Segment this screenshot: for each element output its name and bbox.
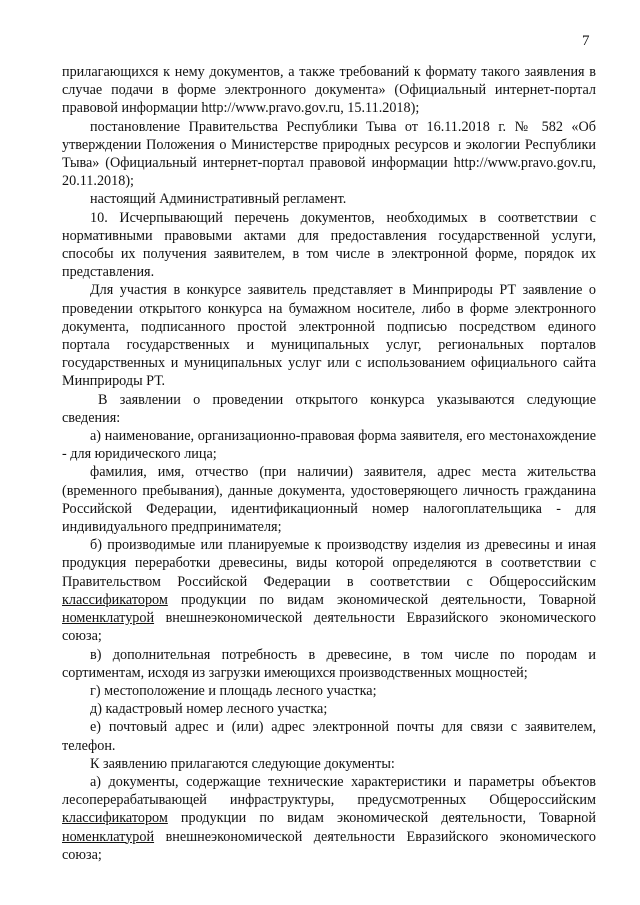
paragraph [62,755,596,773]
paragraph [62,281,596,390]
paragraph-text: продукции по видам экономической деятельности, Товарной [167,810,596,827]
paragraph-text: В заявлении о проведении открытого конкурса указываются следующие сведения: [62,391,596,426]
underlined-term: номенклатурой [62,828,155,845]
paragraph-text: внешнеэкономической деятельности Евразийского экономического союза; [62,610,596,645]
paragraph-text: а) наименование, организационно-правовая форма заявителя, его местонахождение - для юридического лица; [62,428,596,463]
paragraph [62,427,596,463]
paragraph [62,391,596,427]
paragraph-text: постановление Правительства Республики Тыва от 16.11.2018 г. № 582 «Об утверждении Положения о Министерстве природных ресурсов и экологии Республики Тыва» (Официальный интернет-портал правовой информации http://www.pravo.gov.ru, 20.11.2018); [62,118,596,190]
underlined-term: классификатором [62,810,168,827]
underlined-term: номенклатурой [62,610,155,627]
paragraph [62,718,596,754]
paragraph-text: фамилия, имя, отчество (при наличии) заявителя, адрес места жительства (временного пребывания), данные документа, удостоверяющего личность гражданина Российской Федерации, идентификационный номер налогоплательщика - для индивидуального предпринимателя; [62,464,596,536]
paragraph-text: д) кадастровый номер лесного участка; [90,701,328,718]
paragraph [62,463,596,536]
paragraph [62,190,596,208]
paragraph [62,700,596,718]
page-number: 7 [582,33,590,49]
paragraph [62,646,596,682]
paragraph-text: е) почтовый адрес и (или) адрес электронной почты для связи с заявителем, телефон. [62,719,596,754]
paragraph-text: К заявлению прилагаются следующие документы: [90,755,395,772]
paragraph-text: прилагающихся к нему документов, а также требований к формату такого заявления в случае подачи в форме электронного документа» (Официальный интернет-портал правовой информации http://www.pravo.gov.ru, 15.11.2018); [62,64,596,117]
paragraph [62,63,596,118]
paragraph [62,209,596,282]
paragraph-text: Для участия в конкурсе заявитель представляет в Минприроды РТ заявление о проведении открытого конкурса на бумажном носителе, либо в форме электронного документа, подписанного простой электронной подписью посредством единого портала государственных и муниципальных услуг, региональных порталов государственных и муниципальных услуг или с использованием официального сайта Минприроды РТ. [62,282,596,390]
paragraph-text: внешнеэкономической деятельности Евразийского экономического союза; [62,828,596,863]
paragraph-text: в) дополнительная потребность в древесине, в том числе по породам и сортиментам, исходя из загрузки имеющихся производственных мощностей; [62,646,596,681]
paragraph [62,682,596,700]
paragraph [62,773,596,864]
paragraph [62,536,596,645]
paragraph-text: а) документы, содержащие технические характеристики и параметры объектов лесоперерабатывающей инфраструктуры, предусмотренных Общероссийским [62,773,596,809]
paragraph-text: г) местоположение и площадь лесного участка; [90,682,377,699]
paragraph-text: продукции по видам экономической деятельности, Товарной [167,591,596,608]
paragraph-text: настоящий Административный регламент. [90,191,347,208]
paragraph [62,118,596,191]
paragraph-text: б) производимые или планируемые к производству изделия из древесины и иная продукция переработки древесины, виды которой определяются в соответствии с Правительством Российской Федерации в соответствии с Общероссийским [62,537,596,590]
document-body [62,63,596,864]
paragraph-text: 10. Исчерпывающий перечень документов, необходимых в соответствии с нормативными правовыми актами для предоставления государственной услуги, способы их получения заявителем, в том числе в электронной форме, порядок их представления. [62,209,596,281]
underlined-term: классификатором [62,591,168,608]
